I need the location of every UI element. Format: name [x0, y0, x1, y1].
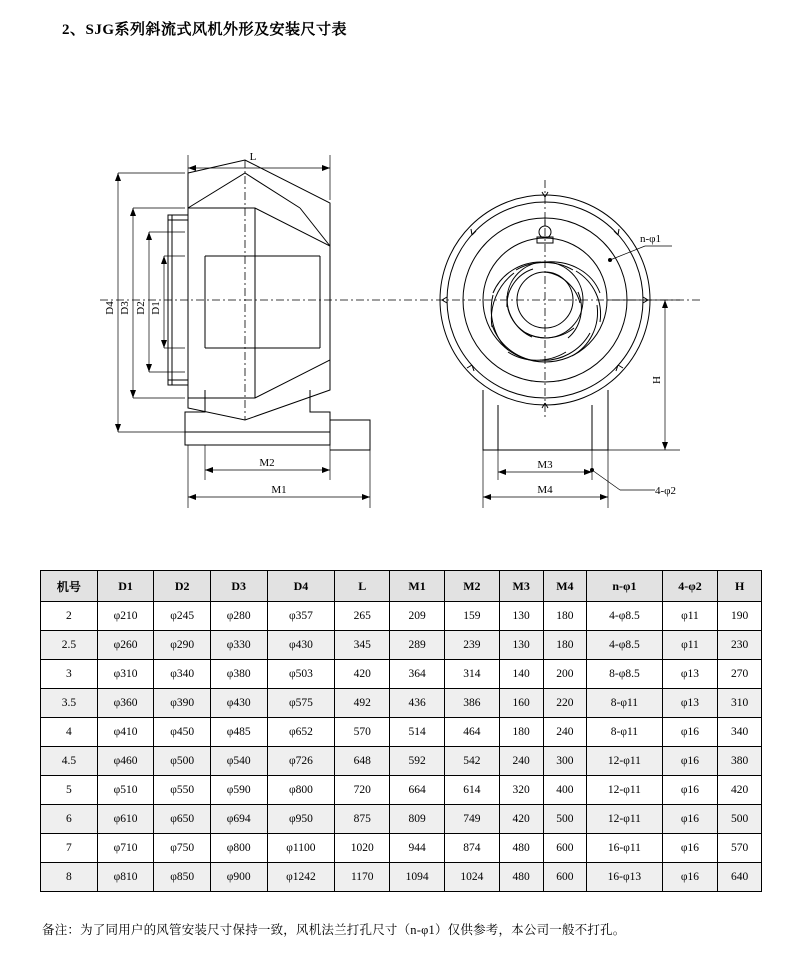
cell-d2: φ500	[154, 747, 211, 776]
cell-model: 3	[41, 660, 98, 689]
cell-h: 270	[718, 660, 762, 689]
cell-l: 875	[335, 805, 390, 834]
cell-m2: 542	[444, 747, 499, 776]
cell-d2: φ550	[154, 776, 211, 805]
cell-nphi1: 12-φ11	[587, 747, 662, 776]
cell-m3: 130	[499, 631, 543, 660]
dim-label-n-phi1: n-φ1	[640, 233, 662, 245]
dim-label-D3: D3	[119, 301, 131, 315]
cell-m3: 480	[499, 863, 543, 892]
cell-d3: φ280	[210, 602, 267, 631]
cell-d3: φ800	[210, 834, 267, 863]
cell-m3: 130	[499, 602, 543, 631]
cell-d3: φ380	[210, 660, 267, 689]
cell-m1: 209	[390, 602, 445, 631]
cell-m2: 874	[444, 834, 499, 863]
cell-l: 1020	[335, 834, 390, 863]
cell-l: 492	[335, 689, 390, 718]
cell-d4: φ357	[267, 602, 335, 631]
cell-4phi2: φ16	[662, 718, 718, 747]
cell-h: 340	[718, 718, 762, 747]
cell-nphi1: 8-φ8.5	[587, 660, 662, 689]
cell-d1: φ810	[97, 863, 154, 892]
table-header-row	[41, 571, 762, 602]
dim-label-D4: D4	[104, 301, 116, 315]
cell-4phi2: φ13	[662, 660, 718, 689]
cell-d4: φ950	[267, 805, 335, 834]
table-row	[41, 863, 762, 892]
cell-d3: φ590	[210, 776, 267, 805]
footnote: 备注：为了同用户的风管安装尺寸保持一致，风机法兰打孔尺寸（n-φ1）仅供参考，本公司一般不打孔。	[42, 923, 626, 937]
cell-m1: 436	[390, 689, 445, 718]
cell-d1: φ310	[97, 660, 154, 689]
spec-table-container	[40, 570, 762, 892]
cell-m4: 300	[543, 747, 587, 776]
cell-d4: φ800	[267, 776, 335, 805]
cell-m1: 364	[390, 660, 445, 689]
table-row	[41, 631, 762, 660]
cell-nphi1: 12-φ11	[587, 805, 662, 834]
dim-label-M1: M1	[271, 484, 287, 496]
cell-d4: φ1242	[267, 863, 335, 892]
cell-d4: φ652	[267, 718, 335, 747]
cell-4phi2: φ16	[662, 747, 718, 776]
cell-d2: φ850	[154, 863, 211, 892]
cell-l: 570	[335, 718, 390, 747]
column-header-10: n-φ1	[587, 571, 662, 602]
column-header-8: M3	[499, 571, 543, 602]
cell-4phi2: φ11	[662, 631, 718, 660]
column-header-12: H	[718, 571, 762, 602]
cell-d4: φ503	[267, 660, 335, 689]
cell-m4: 400	[543, 776, 587, 805]
cell-model: 7	[41, 834, 98, 863]
dim-label-4-phi2: 4-φ2	[655, 485, 677, 497]
table-row	[41, 805, 762, 834]
cell-model: 5	[41, 776, 98, 805]
column-header-9: M4	[543, 571, 587, 602]
cell-model: 8	[41, 863, 98, 892]
cell-model: 2.5	[41, 631, 98, 660]
page-title: 2、SJG系列斜流式风机外形及安装尺寸表	[62, 22, 348, 38]
cell-m2: 314	[444, 660, 499, 689]
column-header-4: D4	[267, 571, 335, 602]
cell-d4: φ1100	[267, 834, 335, 863]
cell-d3: φ900	[210, 863, 267, 892]
cell-m1: 1094	[390, 863, 445, 892]
cell-d4: φ430	[267, 631, 335, 660]
cell-m3: 420	[499, 805, 543, 834]
table-row	[41, 689, 762, 718]
cell-nphi1: 8-φ11	[587, 718, 662, 747]
cell-4phi2: φ16	[662, 834, 718, 863]
cell-d3: φ540	[210, 747, 267, 776]
cell-nphi1: 4-φ8.5	[587, 631, 662, 660]
cell-model: 6	[41, 805, 98, 834]
cell-m3: 320	[499, 776, 543, 805]
cell-l: 648	[335, 747, 390, 776]
cell-l: 345	[335, 631, 390, 660]
table-row	[41, 834, 762, 863]
cell-m2: 1024	[444, 863, 499, 892]
cell-m2: 239	[444, 631, 499, 660]
cell-l: 420	[335, 660, 390, 689]
cell-model: 2	[41, 602, 98, 631]
column-header-11: 4-φ2	[662, 571, 718, 602]
table-row	[41, 660, 762, 689]
cell-d2: φ750	[154, 834, 211, 863]
cell-m2: 614	[444, 776, 499, 805]
cell-model: 4	[41, 718, 98, 747]
cell-l: 720	[335, 776, 390, 805]
column-header-2: D2	[154, 571, 211, 602]
cell-4phi2: φ16	[662, 776, 718, 805]
cell-nphi1: 8-φ11	[587, 689, 662, 718]
cell-d3: φ330	[210, 631, 267, 660]
table-row	[41, 718, 762, 747]
cell-m3: 480	[499, 834, 543, 863]
cell-d1: φ510	[97, 776, 154, 805]
cell-d2: φ650	[154, 805, 211, 834]
column-header-6: M1	[390, 571, 445, 602]
cell-d2: φ290	[154, 631, 211, 660]
cell-m1: 514	[390, 718, 445, 747]
cell-d3: φ485	[210, 718, 267, 747]
cell-d1: φ410	[97, 718, 154, 747]
cell-m1: 809	[390, 805, 445, 834]
table-row	[41, 747, 762, 776]
cell-d1: φ460	[97, 747, 154, 776]
cell-nphi1: 16-φ13	[587, 863, 662, 892]
cell-m4: 180	[543, 631, 587, 660]
cell-d2: φ245	[154, 602, 211, 631]
cell-model: 3.5	[41, 689, 98, 718]
cell-model: 4.5	[41, 747, 98, 776]
cell-m1: 664	[390, 776, 445, 805]
cell-4phi2: φ16	[662, 863, 718, 892]
cell-d2: φ390	[154, 689, 211, 718]
table-row	[41, 776, 762, 805]
cell-d1: φ610	[97, 805, 154, 834]
dim-label-M4: M4	[537, 484, 553, 496]
cell-nphi1: 16-φ11	[587, 834, 662, 863]
cell-l: 265	[335, 602, 390, 631]
column-header-1: D1	[97, 571, 154, 602]
cell-m4: 220	[543, 689, 587, 718]
cell-m4: 600	[543, 834, 587, 863]
dim-label-H: H	[651, 376, 663, 384]
dim-label-L: L	[249, 151, 257, 163]
cell-4phi2: φ13	[662, 689, 718, 718]
cell-m1: 944	[390, 834, 445, 863]
cell-m4: 200	[543, 660, 587, 689]
cell-m1: 289	[390, 631, 445, 660]
cell-4phi2: φ11	[662, 602, 718, 631]
cell-m1: 592	[390, 747, 445, 776]
cell-d1: φ210	[97, 602, 154, 631]
cell-d3: φ430	[210, 689, 267, 718]
cell-h: 190	[718, 602, 762, 631]
cell-d2: φ450	[154, 718, 211, 747]
cell-m2: 464	[444, 718, 499, 747]
cell-d1: φ360	[97, 689, 154, 718]
cell-m2: 749	[444, 805, 499, 834]
cell-h: 640	[718, 863, 762, 892]
column-header-7: M2	[444, 571, 499, 602]
cell-d1: φ710	[97, 834, 154, 863]
cell-d1: φ260	[97, 631, 154, 660]
cell-h: 310	[718, 689, 762, 718]
drawing-svg	[0, 60, 800, 530]
cell-d3: φ694	[210, 805, 267, 834]
cell-m4: 240	[543, 718, 587, 747]
cell-h: 500	[718, 805, 762, 834]
cell-h: 380	[718, 747, 762, 776]
cell-m3: 240	[499, 747, 543, 776]
cell-h: 570	[718, 834, 762, 863]
technical-drawing	[0, 60, 800, 530]
cell-m4: 600	[543, 863, 587, 892]
column-header-5: L	[335, 571, 390, 602]
dim-label-D2: D2	[135, 301, 147, 315]
cell-m4: 500	[543, 805, 587, 834]
cell-nphi1: 4-φ8.5	[587, 602, 662, 631]
column-header-0: 机号	[41, 571, 98, 602]
dim-label-M3: M3	[537, 459, 553, 471]
cell-m3: 160	[499, 689, 543, 718]
cell-m3: 140	[499, 660, 543, 689]
cell-l: 1170	[335, 863, 390, 892]
dim-label-D1: D1	[150, 301, 162, 315]
dim-label-M2: M2	[259, 457, 275, 469]
table-row	[41, 602, 762, 631]
column-header-3: D3	[210, 571, 267, 602]
cell-d4: φ575	[267, 689, 335, 718]
cell-m2: 386	[444, 689, 499, 718]
spec-table	[40, 570, 762, 892]
cell-m3: 180	[499, 718, 543, 747]
cell-h: 230	[718, 631, 762, 660]
cell-4phi2: φ16	[662, 805, 718, 834]
cell-nphi1: 12-φ11	[587, 776, 662, 805]
cell-m2: 159	[444, 602, 499, 631]
cell-m4: 180	[543, 602, 587, 631]
cell-h: 420	[718, 776, 762, 805]
cell-d4: φ726	[267, 747, 335, 776]
cell-d2: φ340	[154, 660, 211, 689]
